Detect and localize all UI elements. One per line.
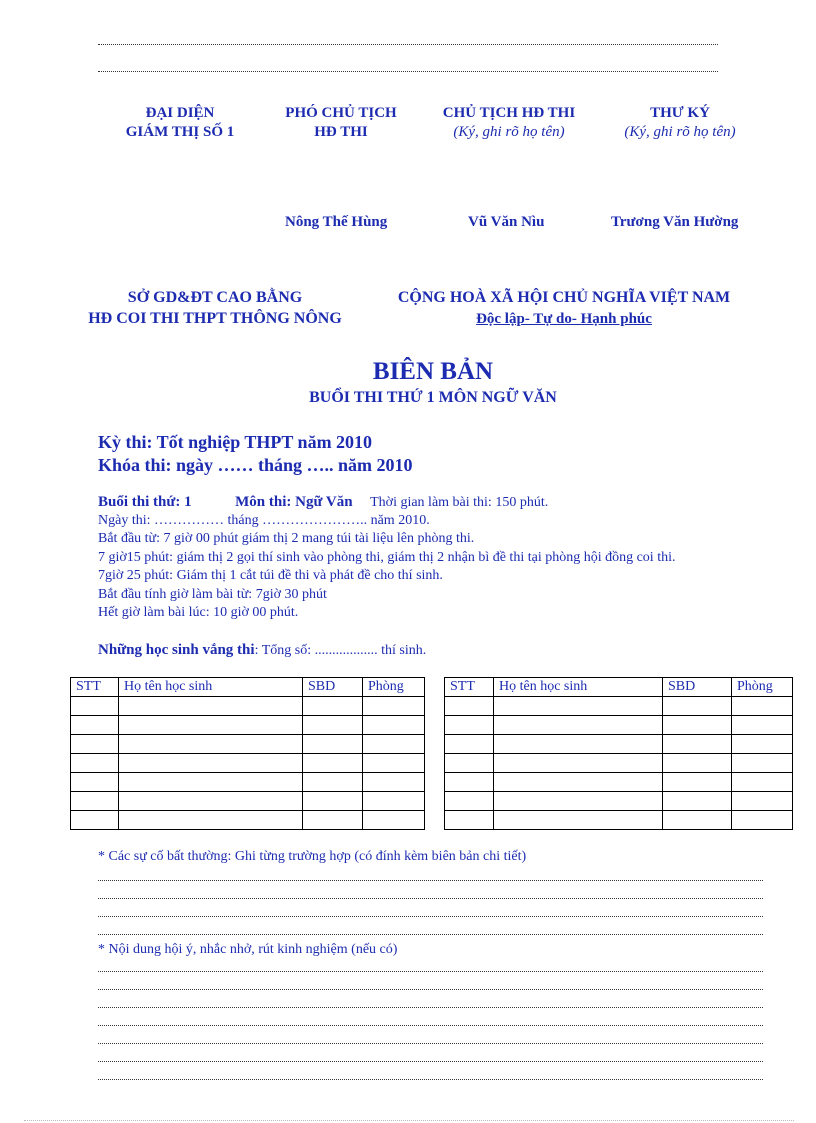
signature-title: ĐẠI DIỆN: [145, 105, 215, 121]
session-line: [98, 494, 548, 511]
national-name: CỘNG HOÀ XÃ HỘI CHỦ NGHĨA VIỆT NAM: [397, 289, 731, 306]
table-row: [71, 792, 425, 811]
table-row: [445, 697, 793, 716]
signature-title: THƯ KÝ: [650, 105, 710, 121]
table-row: [71, 754, 425, 773]
org-council: HĐ COI THI THPT THÔNG NÔNG: [88, 310, 342, 327]
session-number: Buổi thi thứ: 1: [98, 494, 192, 510]
col-header-sbd: SBD: [303, 678, 363, 697]
page-bottom-border: [24, 1119, 794, 1121]
session-detail: Bắt đầu từ: 7 giờ 00 phút giám thị 2 mang túi tài liệu lên phòng thi.: [98, 531, 475, 546]
table-row: [71, 716, 425, 735]
document-subtitle: BUỔI THI THỨ 1 MÔN NGỮ VĂN: [309, 389, 557, 406]
dotted-line: [98, 1078, 763, 1080]
signer-name-chairman: Vũ Văn Nìu: [468, 214, 545, 230]
signature-rep-invigilator: [100, 104, 260, 142]
table-row: [445, 716, 793, 735]
session-duration: Thời gian làm bài thi: 150 phút.: [370, 495, 549, 510]
absent-table-right: [444, 677, 793, 830]
dotted-line: [98, 1024, 763, 1026]
table-header-row: [445, 678, 793, 697]
dotted-line: [98, 970, 763, 972]
dotted-line: [98, 70, 718, 72]
session-detail: Ngày thi: …………… tháng ………………….. năm 2010.: [98, 513, 430, 528]
col-header-room: Phòng: [732, 678, 793, 697]
exam-date: Khóa thi: ngày …… tháng ….. năm 2010: [98, 455, 413, 475]
dotted-line: [98, 915, 763, 917]
col-header-sbd: SBD: [663, 678, 732, 697]
dotted-line: [98, 1060, 763, 1062]
table-row: [445, 773, 793, 792]
incidents-heading: * Các sự cố bất thường: Ghi từng trường hợp (có đính kèm biên bản chi tiết): [98, 849, 527, 864]
exam-name: Kỳ thi: Tốt nghiệp THPT năm 2010: [98, 432, 373, 452]
absent-label: Những học sinh vắng thi: [98, 642, 255, 658]
col-header-name: Họ tên học sinh: [119, 678, 303, 697]
meeting-notes-heading: * Nội dung hội ý, nhắc nhở, rút kinh nghiệm (nếu có): [98, 942, 398, 957]
absent-count: : Tổng số: .................. thí sinh.: [254, 643, 427, 658]
org-department: SỞ GD&ĐT CAO BẰNG: [127, 289, 303, 306]
signature-chairman: [424, 104, 594, 142]
dotted-line: [98, 988, 763, 990]
signer-name-secretary: Trương Văn Hường: [611, 214, 739, 230]
table-row: [71, 697, 425, 716]
national-header: [372, 287, 756, 330]
session-detail: 7 giờ15 phút: giám thị 2 gọi thí sinh vào phòng thi, giám thị 2 nhận bì đề thi tại phòng hội đồng coi thi.: [98, 550, 676, 565]
dotted-line: [98, 897, 763, 899]
table-row: [445, 754, 793, 773]
signature-secretary: [600, 104, 760, 142]
dotted-line: [98, 1006, 763, 1008]
signer-name-vice-chairman: Nông Thế Hùng: [285, 214, 388, 230]
dotted-line: [98, 879, 763, 881]
signature-subtitle: HĐ THI: [314, 124, 368, 140]
table-header-row: [71, 678, 425, 697]
col-header-stt: STT: [71, 678, 119, 697]
signature-title: PHÓ CHỦ TỊCH: [285, 105, 397, 121]
dotted-line: [98, 1042, 763, 1044]
absent-students: [98, 642, 426, 659]
col-header-name: Họ tên học sinh: [494, 678, 663, 697]
org-header: [60, 287, 370, 329]
col-header-room: Phòng: [363, 678, 425, 697]
table-row: [71, 735, 425, 754]
col-header-stt: STT: [445, 678, 494, 697]
table-row: [71, 773, 425, 792]
session-detail: 7giờ 25 phút: Giám thị 1 cắt túi đề thi và phát đề cho thí sinh.: [98, 568, 443, 583]
session-detail: Bắt đầu tính giờ làm bài từ: 7giờ 30 phút: [98, 587, 327, 602]
signature-note: (Ký, ghi rõ họ tên): [624, 124, 736, 140]
document-title: BIÊN BẢN: [372, 358, 494, 385]
dotted-line: [98, 43, 718, 45]
national-motto: Độc lập- Tự do- Hạnh phúc: [476, 311, 652, 327]
absent-table-left: [70, 677, 425, 830]
dotted-line: [98, 933, 763, 935]
table-row: [71, 811, 425, 830]
table-row: [445, 792, 793, 811]
signature-subtitle: GIÁM THỊ SỐ 1: [125, 124, 235, 140]
signature-vice-chairman: [262, 104, 420, 142]
table-row: [445, 811, 793, 830]
signature-title: CHỦ TỊCH HĐ THI: [442, 105, 576, 121]
signature-note: (Ký, ghi rõ họ tên): [453, 124, 565, 140]
session-detail: Hết giờ làm bài lúc: 10 giờ 00 phút.: [98, 605, 299, 620]
table-row: [445, 735, 793, 754]
session-subject: Môn thi: Ngữ Văn: [235, 494, 353, 510]
